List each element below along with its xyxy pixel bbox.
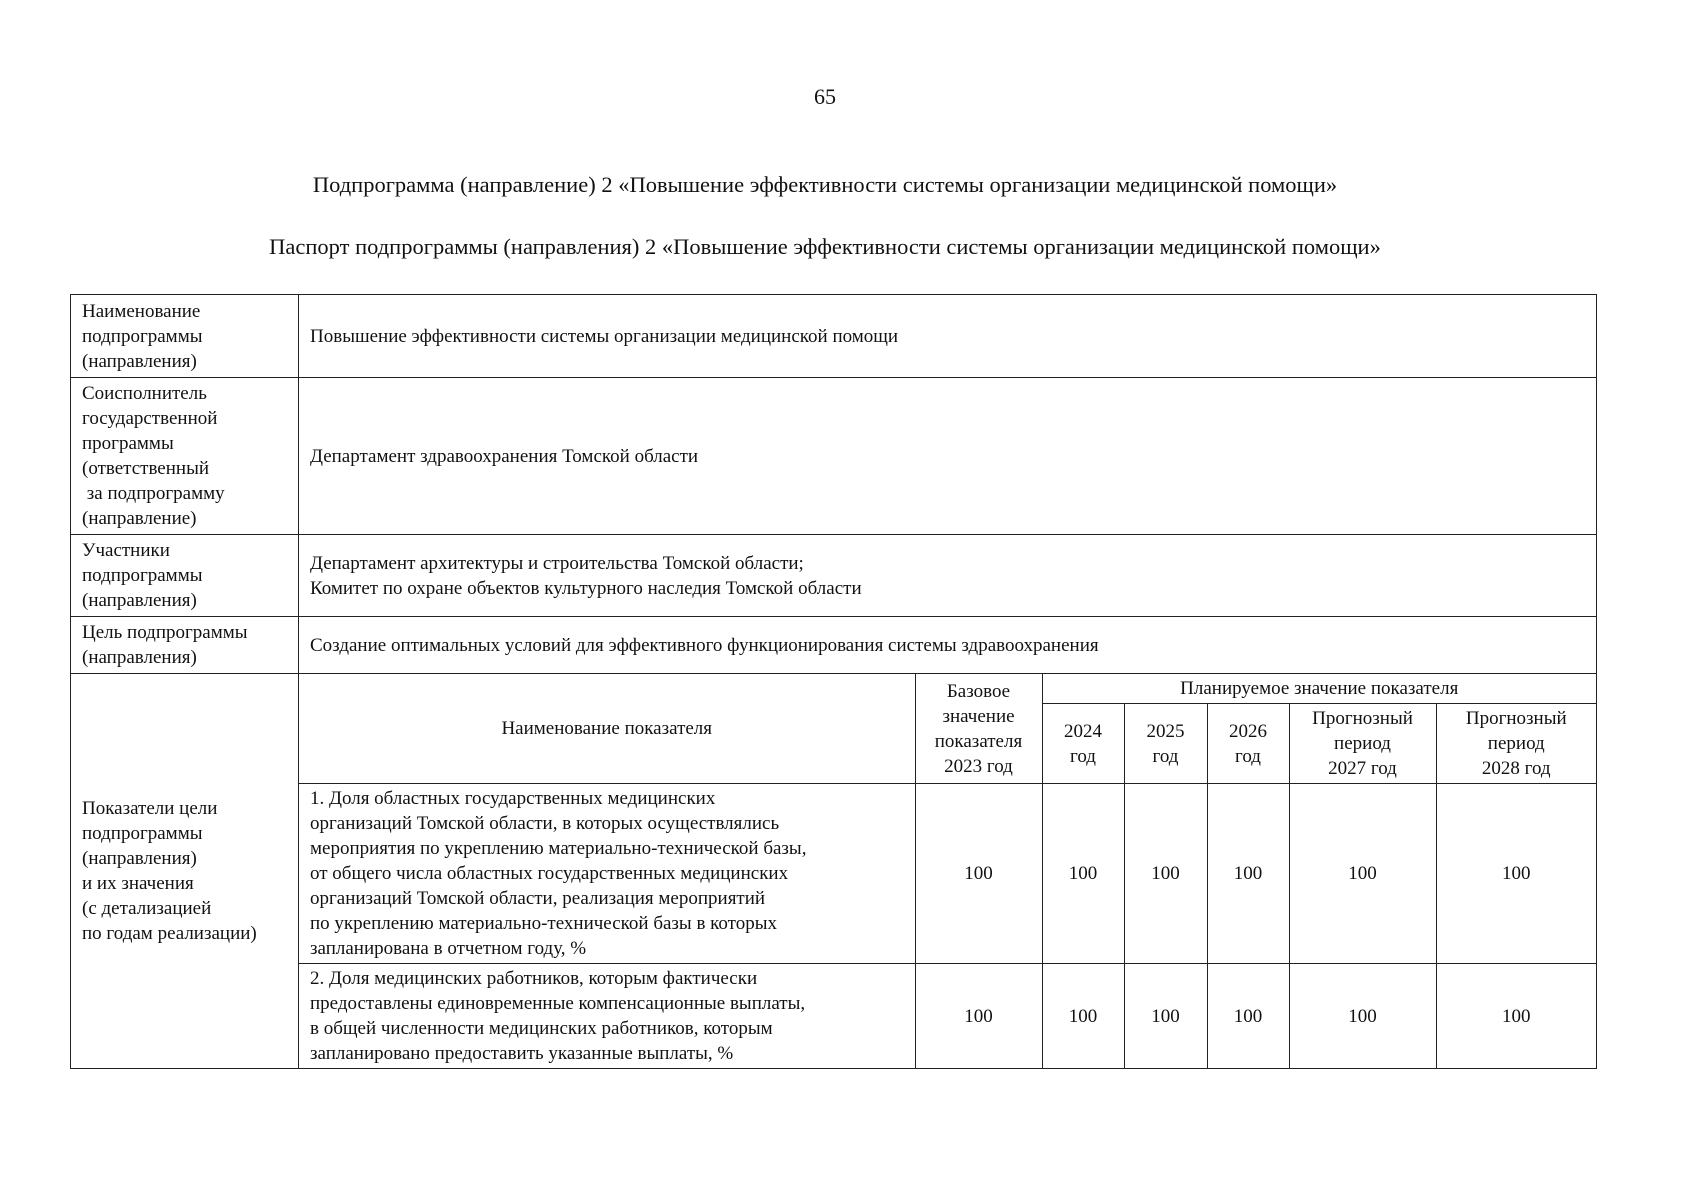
indicator-line: организаций Томской области, реализация мероприятий (310, 888, 766, 909)
label-line: (направления) (82, 590, 197, 611)
label-line: подпрограммы (82, 325, 203, 347)
row-goal-label (71, 617, 299, 674)
participant-line: Департамент архитектуры и строительства Томской области; (310, 552, 804, 574)
row-coexecutor (71, 378, 1597, 535)
row-participants-value (299, 535, 1597, 617)
value-2024: 100 (1042, 964, 1124, 1069)
value-2025: 100 (1124, 964, 1207, 1069)
row-participants-label (71, 535, 299, 617)
row-goal (71, 617, 1597, 674)
col-header-name: Наименование показателя (299, 674, 915, 784)
table-row (299, 784, 1596, 964)
row-participants (71, 535, 1597, 617)
table-row (299, 964, 1596, 1069)
label-line: подпрограммы (82, 823, 203, 844)
col-header-2024 (1042, 704, 1124, 784)
indicator-name (299, 964, 915, 1069)
col-header-2026 (1207, 704, 1289, 784)
value-base-2023: 100 (915, 784, 1042, 964)
label-line: за подпрограмму (82, 483, 225, 504)
header-line: значение (942, 705, 1015, 727)
label-line: Соисполнитель (82, 383, 207, 404)
header-line: период (1334, 733, 1391, 754)
value-base-2023: 100 (915, 964, 1042, 1069)
value-2026: 100 (1207, 964, 1289, 1069)
header-line: 2026 (1229, 720, 1267, 742)
row-name-value: Повышение эффективности системы организации медицинской помощи (299, 295, 1597, 378)
col-header-planned: Планируемое значение показателя (1042, 674, 1596, 704)
page-number: 65 (814, 84, 836, 109)
label-line: Показатели цели (82, 798, 218, 819)
label-line: (ответственный (82, 458, 210, 479)
label-line: (направление) (82, 508, 197, 529)
label-line: (направления) (82, 848, 197, 869)
header-line: Прогнозный (1312, 708, 1413, 729)
col-header-2027 (1289, 704, 1436, 784)
indicator-line: мероприятия по укреплению материально-технической базы, (310, 838, 807, 859)
passport-title: Паспорт подпрограммы (направления) 2 «Повышение эффективности системы организации медицинской помощи» (269, 234, 1381, 259)
label-line: программы (82, 433, 174, 454)
label-line: (с детализацией (82, 898, 212, 919)
label-line: государственной (82, 408, 218, 429)
header-line: Базовое (946, 680, 1011, 702)
header-line: 2027 год (1328, 758, 1397, 779)
row-indicators-label (71, 674, 299, 1069)
indicator-line: организаций Томской области, в которых осуществлялись (310, 813, 780, 834)
indicator-line: 2. Доля медицинских работников, которым фактически (310, 968, 758, 989)
indicators-container (299, 674, 1597, 1069)
header-line: период (1487, 733, 1545, 754)
indicator-line: по укреплению материально-технической базы в которых (310, 913, 778, 934)
label-line: Цель подпрограммы (82, 622, 248, 643)
header-line: Прогнозный (1465, 708, 1567, 729)
header-line: год (1152, 745, 1179, 767)
indicator-line: от общего числа областных государственных медицинских (310, 863, 789, 884)
header-line: показателя (934, 730, 1023, 752)
indicators-table (299, 674, 1596, 1068)
header-line: 2023 год (944, 755, 1013, 777)
indicator-line: предоставлены единовременные компенсационные выплаты, (310, 993, 806, 1014)
value-2024: 100 (1042, 784, 1124, 964)
row-goal-value: Создание оптимальных условий для эффективного функционирования системы здравоохранения (299, 617, 1597, 674)
label-line: и их значения (82, 873, 194, 894)
subprogram-title: Подпрограмма (направление) 2 «Повышение эффективности системы организации медицинской помощи» (312, 172, 1338, 197)
participant-line: Комитет по охране объектов культурного наследия Томской области (310, 577, 862, 599)
indicator-line: запланировано предоставить указанные выплаты, % (310, 1043, 734, 1064)
indicators-header-row (299, 674, 1596, 704)
row-name-label (71, 295, 299, 378)
value-2027: 100 (1289, 784, 1436, 964)
header-line: 2024 (1064, 720, 1102, 742)
label-line: подпрограммы (82, 565, 203, 586)
value-2027: 100 (1289, 964, 1436, 1069)
indicator-name (299, 784, 915, 964)
header-line: год (1235, 745, 1261, 767)
row-coexecutor-value: Департамент здравоохранения Томской области (299, 378, 1597, 535)
row-coexecutor-label (71, 378, 299, 535)
header-line: год (1070, 745, 1096, 767)
indicator-line: запланирована в отчетном году, % (310, 938, 587, 959)
value-2026: 100 (1207, 784, 1289, 964)
label-line: Наименование (82, 300, 201, 322)
passport-table (70, 294, 1597, 1069)
col-header-base (915, 674, 1042, 784)
label-line: Участники (82, 540, 170, 561)
label-line: (направления) (82, 647, 197, 668)
indicator-line: в общей численности медицинских работников, которым (310, 1018, 773, 1039)
label-line: (направления) (82, 350, 197, 372)
indicator-line: 1. Доля областных государственных медицинских (310, 788, 716, 809)
col-header-2028 (1436, 704, 1596, 784)
row-name (71, 295, 1597, 378)
header-line: 2028 год (1481, 758, 1551, 779)
col-header-2025 (1124, 704, 1207, 784)
header-line: 2025 (1146, 720, 1185, 742)
label-line: по годам реализации) (82, 923, 257, 944)
value-2025: 100 (1124, 784, 1207, 964)
row-indicators (71, 674, 1597, 1069)
value-2028: 100 (1436, 964, 1596, 1069)
value-2028: 100 (1436, 784, 1596, 964)
